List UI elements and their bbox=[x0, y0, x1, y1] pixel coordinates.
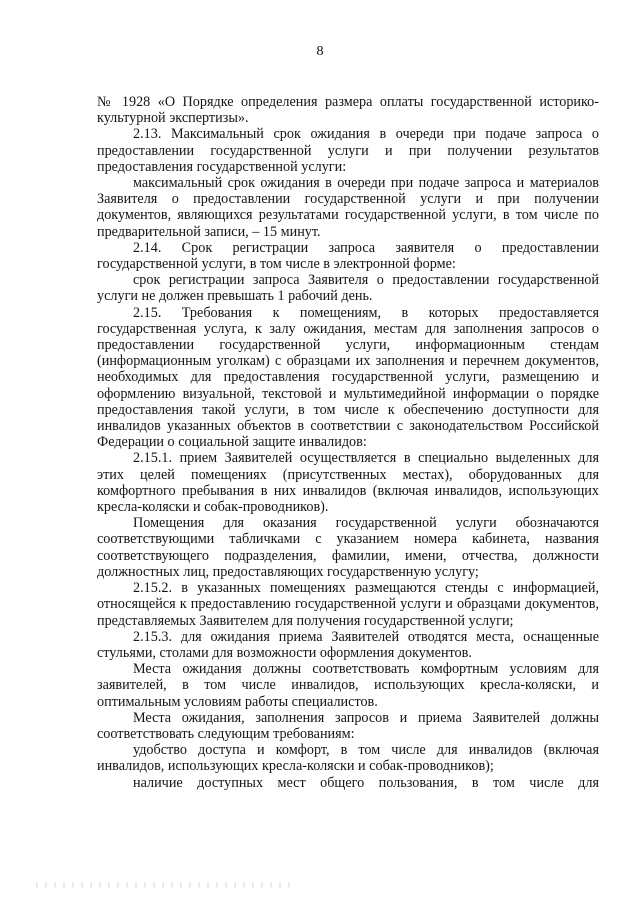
paragraph: 2.15.2. в указанных помещениях размещаются стенды с информацией, относящейся к предоставлению государственной услуги и образцами документов, представляемых Заявителем для получения государственной услуги; bbox=[97, 580, 599, 629]
document-body bbox=[97, 94, 599, 791]
paragraph: 2.14. Срок регистрации запроса заявителя о предоставлении государственной услуги, в том числе в электронной форме: bbox=[97, 239, 599, 273]
paragraph: срок регистрации запроса Заявителя о предоставлении государственной услуги не должен превышать 1 рабочий день. bbox=[97, 272, 599, 305]
paragraph: № 1928 «О Порядке определения размера оплаты государственной историко-культурной экспертизы». bbox=[97, 94, 599, 127]
paragraph: Помещения для оказания государственной услуги обозначаются соответствующими табличками с указанием номера кабинета, названия соответствующего подразделения, фамилии, имени, отчества, должности должностных лиц, предоставляющих государственную услугу; bbox=[97, 515, 599, 580]
paragraph: Места ожидания, заполнения запросов и приема Заявителей должны соответствовать следующим требованиям: bbox=[97, 709, 599, 742]
paragraph: 2.15.3. для ожидания приема Заявителей отводятся места, оснащенные стульями, столами для возможности оформления документов. bbox=[97, 628, 599, 661]
paragraph: 2.15.1. прием Заявителей осуществляется в специально выделенных для этих целей помещениях (присутственных местах), оборудованных для комфортного пребывания в них инвалидов (включая инвалидов, использующих кресла-коляски и собак-проводников). bbox=[97, 450, 599, 516]
paragraph: Места ожидания должны соответствовать комфортным условиям для заявителей, в том числе инвалидов, использующих кресла-коляски, и оптимальным условиям работы специалистов. bbox=[97, 661, 599, 710]
paragraph: максимальный срок ожидания в очереди при подаче запроса и материалов Заявителя о предоставлении государственной услуги и при получении документов, являющихся результатами государственной услуги, в том числе по предварительной записи, – 15 минут. bbox=[97, 175, 599, 240]
paragraph: 2.15. Требования к помещениям, в которых предоставляется государственная услуга, к залу ожидания, местам для заполнения запросов о предоставлении государственной услуги, информационным стендам (информационным уголкам) с образцами их заполнения и перечнем документов, необходимых для предоставления государственной услуги, размещению и оформлению визуальной, текстовой и мультимедийной информации о порядке предоставления такой услуги, в том числе к обеспечению доступности для инвалидов указанных объектов в соответствии с законодательством Российской Федерации о социальной защите инвалидов: bbox=[97, 304, 599, 451]
paragraph: наличие доступных мест общего пользования, в том числе для bbox=[133, 774, 599, 791]
page-number: 8 bbox=[316, 44, 324, 59]
paragraph: удобство доступа и комфорт, в том числе для инвалидов (включая инвалидов, использующих кресла-коляски и собак-проводников); bbox=[97, 742, 599, 775]
scan-artifact bbox=[36, 882, 296, 888]
paragraph: 2.13. Максимальный срок ожидания в очереди при подаче запроса о предоставлении государственной услуги и при получении результатов предоставления государственной услуги: bbox=[97, 126, 599, 175]
